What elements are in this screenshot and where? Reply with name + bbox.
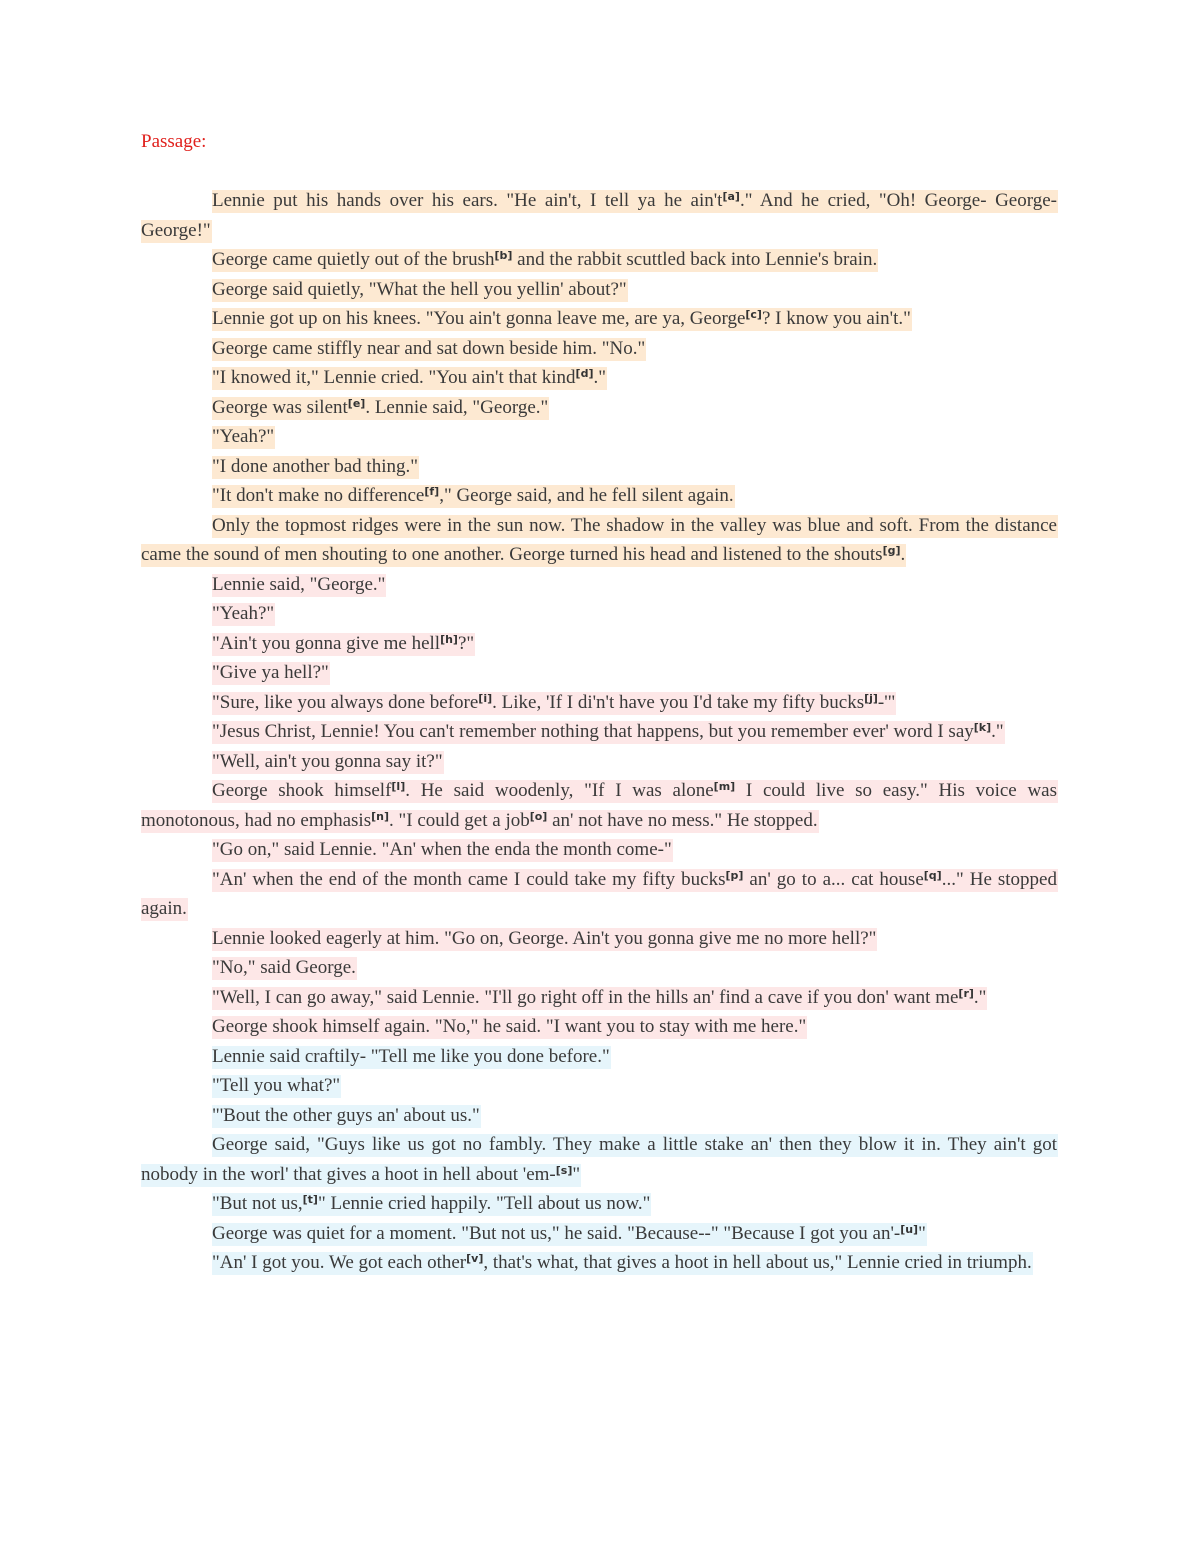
highlighted-text: [212, 603, 275, 626]
highlighted-text: [141, 515, 1058, 568]
passage-text-segment: "Well, I can go away," said Lennie. "I'll go right off in the hills an' find a cave if you don' want me: [212, 986, 959, 1008]
highlighted-text: [212, 662, 330, 685]
passage-paragraph: [141, 1219, 1058, 1249]
passage-text-segment: George came stiffly near and sat down beside him. "No.": [212, 337, 646, 359]
passage-paragraph: [141, 835, 1058, 865]
passage-paragraph: [141, 393, 1058, 423]
passage-text-segment: George was silent: [212, 396, 348, 418]
passage-text-segment: . He said woodenly, "If I was alone: [405, 780, 714, 801]
passage-text-segment: Lennie got up on his knees. "You ain't gonna leave me, are ya, George: [212, 308, 746, 329]
footnote-marker[interactable]: [h]: [440, 632, 458, 646]
passage-paragraph: [141, 186, 1058, 245]
passage-paragraph: [141, 363, 1058, 393]
passage-text-segment: " Lennie cried happily. "Tell about us now.": [317, 1193, 651, 1214]
footnote-marker[interactable]: [o]: [529, 809, 548, 823]
footnote-marker[interactable]: [n]: [371, 809, 389, 823]
passage-text-segment: "Go on," said Lennie. "An' when the enda the month come-": [212, 839, 672, 860]
highlighted-text: [212, 1016, 807, 1039]
highlighted-text: [212, 1046, 611, 1069]
passage-text-segment: "An' when the end of the month came I could take my fifty bucks: [212, 868, 726, 890]
highlighted-text: [212, 1223, 927, 1246]
passage-text-segment: George shook himself: [212, 780, 392, 801]
highlighted-text: [212, 987, 987, 1010]
passage-paragraph: [141, 570, 1058, 600]
passage-text-segment: -'": [877, 691, 896, 713]
footnote-marker[interactable]: [k]: [973, 721, 992, 734]
passage-text-segment: . Like, 'If I di'n't have you I'd take my fifty bucks: [492, 691, 865, 713]
passage-text-segment: "Well, ain't you gonna say it?": [212, 750, 443, 772]
passage-text-segment: "No," said George.: [212, 957, 356, 978]
passage-paragraph: [141, 245, 1058, 275]
footnote-marker[interactable]: [e]: [347, 396, 366, 410]
passage-text-segment: "'Bout the other guys an' about us.": [212, 1104, 480, 1126]
passage-paragraph: [141, 717, 1058, 747]
passage-text-segment: "But not us,: [212, 1193, 303, 1214]
passage-paragraph: [141, 275, 1058, 305]
passage-text-segment: Lennie put his hands over his ears. "He ain't, I tell ya he ain't: [212, 190, 723, 211]
highlighted-text: [212, 397, 549, 420]
footnote-marker[interactable]: [j]: [864, 691, 878, 705]
passage-paragraph: [141, 1189, 1058, 1219]
passage-text-segment: "Jesus Christ, Lennie! You can't remember nothing that happens, but you remember ever' word I say: [212, 721, 974, 742]
passage-text-segment: George shook himself again. "No," he said. "I want you to stay with me here.": [212, 1016, 807, 1037]
footnote-marker[interactable]: [p]: [725, 868, 744, 882]
highlighted-text: [141, 780, 1058, 833]
passage-paragraph: [141, 1248, 1058, 1278]
passage-text-segment: ..." He stopped again.: [141, 868, 1057, 919]
passage-text-segment: "Ain't you gonna give me hell: [212, 632, 441, 654]
highlighted-text: [212, 839, 673, 862]
highlighted-text: [212, 633, 475, 656]
highlighted-text: [141, 190, 1058, 243]
footnote-marker[interactable]: [u]: [900, 1222, 919, 1236]
passage-text-segment: "It don't make no difference: [212, 485, 425, 506]
passage-text-segment: I could live so easy." His voice was monotonous, had no emphasis: [141, 780, 1058, 831]
passage-paragraph: [141, 599, 1058, 629]
passage-text-segment: Lennie looked eagerly at him. "Go on, George. Ain't you gonna give me no more hell?": [212, 927, 877, 949]
footnote-marker[interactable]: [f]: [424, 485, 440, 498]
passage-text-segment: .": [991, 721, 1004, 742]
passage-paragraph: [141, 1071, 1058, 1101]
passage-text-segment: George was quiet for a moment. "But not us," he said. "Because--" "Because I got you an'-: [212, 1222, 901, 1244]
passage-text-segment: .": [973, 986, 987, 1008]
highlighted-text: [212, 338, 646, 361]
highlighted-text: [212, 1193, 651, 1216]
footnote-marker[interactable]: [d]: [575, 367, 594, 380]
highlighted-text: [212, 574, 386, 597]
highlighted-text: [212, 751, 444, 774]
passage-paragraph: [141, 481, 1058, 511]
passage-text-segment: ? I know you ain't.": [761, 308, 911, 329]
passage-text-segment: ," George said, and he fell silent again.: [439, 485, 734, 506]
passage-text-segment: George came quietly out of the brush: [212, 249, 495, 270]
passage-paragraph: [141, 511, 1058, 570]
highlighted-text: [212, 485, 735, 508]
highlighted-text: [212, 426, 275, 449]
highlighted-text: [212, 957, 357, 980]
highlighted-text: [212, 249, 878, 272]
highlighted-text: [212, 456, 419, 479]
passage-text-segment: Only the topmost ridges were in the sun now. The shadow in the valley was blue and soft. From the distance came the sound of men shouting to one another. George turned his head and listened to the shouts: [141, 514, 1057, 565]
footnote-marker[interactable]: [v]: [466, 1252, 484, 1265]
highlighted-text: [212, 1105, 481, 1128]
passage-paragraph: [141, 865, 1058, 924]
passage-paragraph: [141, 688, 1058, 718]
passage-text-segment: . "I could get a job: [389, 809, 530, 831]
passage-paragraph: [141, 747, 1058, 777]
passage-text: [141, 186, 1058, 1278]
passage-text-segment: "Tell you what?": [212, 1075, 341, 1096]
passage-text-segment: and the rabbit scuttled back into Lennie's brain.: [512, 249, 878, 270]
highlighted-text: [141, 1134, 1058, 1187]
passage-text-segment: .: [900, 544, 906, 565]
passage-paragraph: [141, 334, 1058, 364]
passage-paragraph: [141, 953, 1058, 983]
highlighted-text: [212, 308, 912, 331]
passage-text-segment: . Lennie said, "George.": [365, 396, 549, 418]
highlighted-text: [212, 721, 1005, 744]
highlighted-text: [141, 869, 1058, 922]
passage-text-segment: "I done another bad thing.": [212, 455, 418, 477]
passage-text-segment: "Yeah?": [212, 426, 275, 447]
passage-text-segment: an' not have no mess." He stopped.: [547, 809, 818, 831]
footnote-marker[interactable]: [i]: [478, 691, 493, 705]
highlighted-text: [212, 692, 896, 715]
passage-paragraph: [141, 658, 1058, 688]
footnote-marker[interactable]: [m]: [713, 780, 736, 793]
passage-text-segment: "Yeah?": [212, 603, 275, 624]
footnote-marker[interactable]: [q]: [923, 868, 942, 882]
highlighted-text: [212, 928, 877, 951]
passage-label: Passage:: [141, 131, 207, 152]
passage-text-segment: George said, "Guys like us got no fambly. They make a little stake an' then they blow it in. They ain't got nobody in the worl' that gives a hoot in hell about 'em-: [141, 1134, 1057, 1185]
passage-text-segment: George said quietly, "What the hell you yellin' about?": [212, 278, 627, 300]
footnote-marker[interactable]: [g]: [882, 544, 901, 557]
passage-paragraph: [141, 1101, 1058, 1131]
passage-paragraph: [141, 1042, 1058, 1072]
highlighted-text: [212, 1252, 1033, 1275]
footnote-marker[interactable]: [t]: [302, 1193, 318, 1206]
footnote-marker[interactable]: [a]: [722, 190, 740, 203]
passage-paragraph: [141, 983, 1058, 1013]
passage-paragraph: [141, 452, 1058, 482]
passage-text-segment: ?": [457, 632, 475, 654]
highlighted-text: [212, 1075, 341, 1098]
passage-paragraph: [141, 629, 1058, 659]
footnote-marker[interactable]: [c]: [745, 308, 762, 321]
footnote-marker[interactable]: [l]: [391, 780, 406, 793]
passage-text-segment: an' go to a... cat house: [743, 868, 924, 890]
footnote-marker[interactable]: [r]: [958, 986, 974, 1000]
passage-text-segment: Lennie said, "George.": [212, 573, 386, 595]
passage-paragraph: [141, 1012, 1058, 1042]
highlighted-text: [212, 279, 628, 302]
passage-text-segment: ." And he cried, "Oh! George- George- George!": [141, 190, 1057, 241]
passage-paragraph: [141, 422, 1058, 452]
passage-paragraph: [141, 924, 1058, 954]
footnote-marker[interactable]: [b]: [494, 249, 513, 262]
passage-text-segment: "Give ya hell?": [212, 662, 329, 683]
passage-text-segment: ": [572, 1163, 581, 1185]
passage-text-segment: ": [918, 1222, 926, 1244]
passage-text-segment: , that's what, that gives a hoot in hell about us," Lennie cried in triumph.: [483, 1252, 1032, 1273]
passage-text-segment: "I knowed it," Lennie cried. "You ain't that kind: [212, 367, 576, 388]
passage-paragraph: [141, 304, 1058, 334]
highlighted-text: [212, 367, 607, 390]
passage-paragraph: [141, 776, 1058, 835]
passage-text-segment: "An' I got you. We got each other: [212, 1252, 467, 1273]
footnote-marker[interactable]: [s]: [555, 1163, 573, 1177]
passage-text-segment: "Sure, like you always done before: [212, 691, 479, 713]
passage-paragraph: [141, 1130, 1058, 1189]
passage-text-segment: .": [593, 367, 606, 388]
passage-text-segment: Lennie said craftily- "Tell me like you done before.": [212, 1045, 610, 1067]
